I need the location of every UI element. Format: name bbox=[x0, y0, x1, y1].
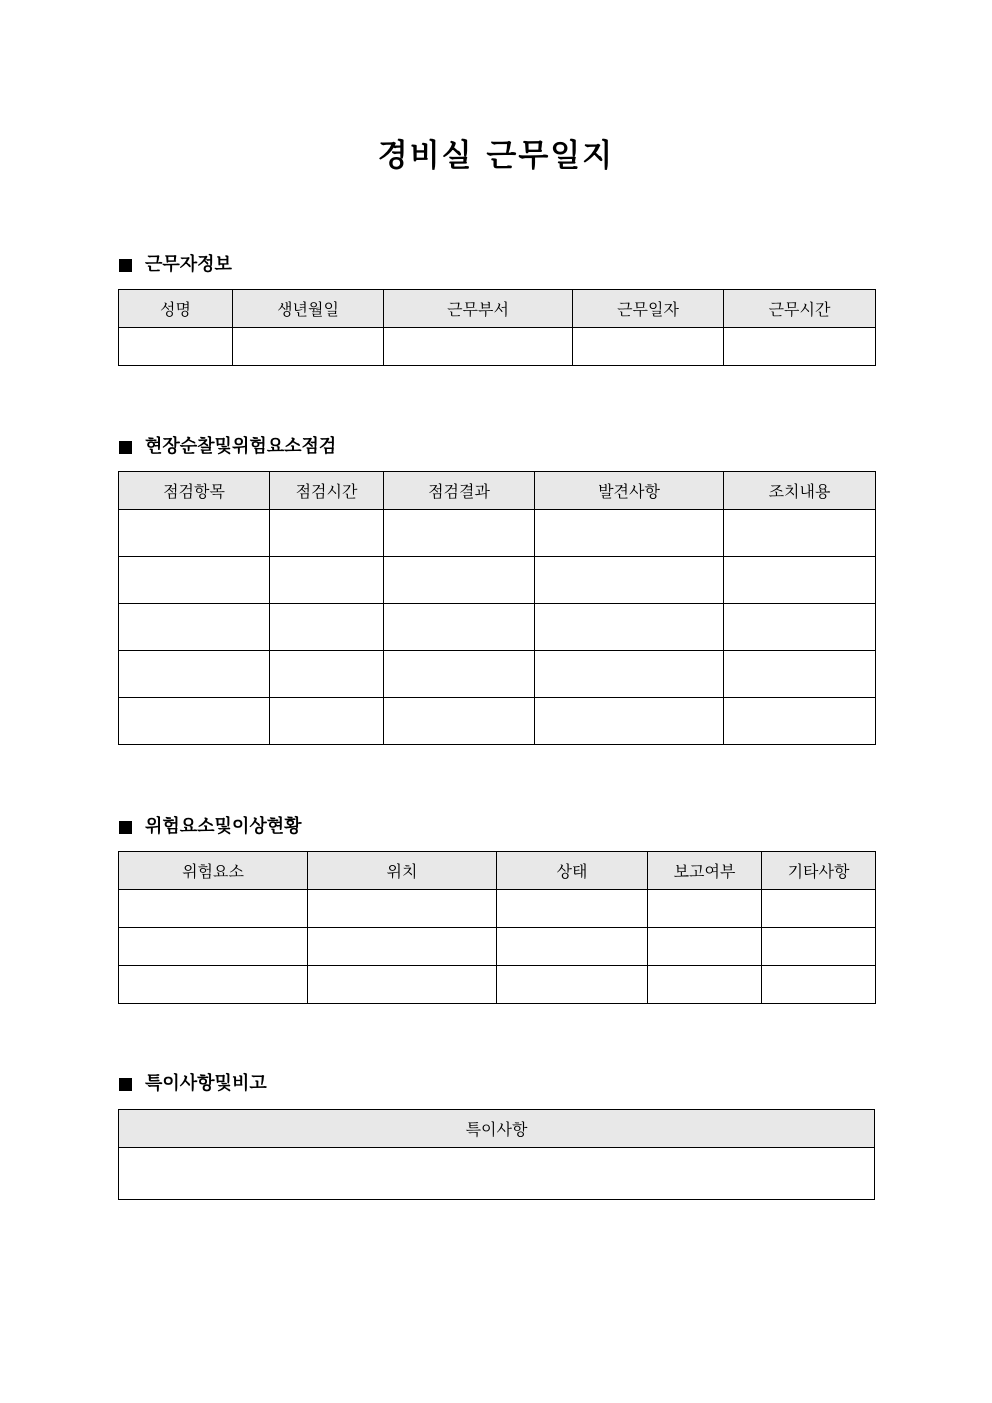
table-cell[interactable] bbox=[648, 890, 762, 928]
table-row bbox=[119, 698, 876, 745]
column-header-findings: 발견사항 bbox=[535, 472, 724, 510]
table-cell[interactable] bbox=[270, 557, 384, 604]
table-cell[interactable] bbox=[384, 698, 535, 745]
table-cell[interactable] bbox=[535, 651, 724, 698]
patrol-inspection-table bbox=[118, 471, 876, 745]
table-cell[interactable] bbox=[384, 604, 535, 651]
column-header-inspection-time: 점검시간 bbox=[270, 472, 384, 510]
table-cell[interactable] bbox=[119, 510, 270, 557]
table-cell[interactable] bbox=[762, 928, 876, 966]
table-cell[interactable] bbox=[724, 328, 876, 366]
table-cell[interactable] bbox=[119, 557, 270, 604]
table-cell[interactable] bbox=[308, 928, 497, 966]
section-heading-patrol-inspection bbox=[119, 435, 336, 459]
table-cell[interactable] bbox=[762, 966, 876, 1004]
table-row bbox=[119, 510, 876, 557]
table-row bbox=[119, 328, 876, 366]
document-title: 경비실 근무일지 bbox=[377, 138, 615, 174]
square-bullet-icon bbox=[119, 1078, 132, 1091]
table-row bbox=[119, 890, 876, 928]
table-cell[interactable] bbox=[724, 698, 876, 745]
table-cell[interactable] bbox=[762, 890, 876, 928]
table-cell[interactable] bbox=[119, 1148, 875, 1200]
table-cell[interactable] bbox=[384, 557, 535, 604]
section-heading-label: 위험요소및이상현황 bbox=[145, 816, 302, 837]
column-header-work-hours: 근무시간 bbox=[724, 290, 876, 328]
square-bullet-icon bbox=[119, 259, 132, 272]
remarks-table bbox=[118, 1109, 875, 1200]
table-header-row bbox=[119, 290, 876, 328]
table-cell[interactable] bbox=[119, 604, 270, 651]
table-cell[interactable] bbox=[308, 890, 497, 928]
table-row bbox=[119, 651, 876, 698]
table-cell[interactable] bbox=[119, 966, 308, 1004]
table-cell[interactable] bbox=[233, 328, 384, 366]
table-row bbox=[119, 928, 876, 966]
table-cell[interactable] bbox=[384, 328, 573, 366]
table-cell[interactable] bbox=[119, 651, 270, 698]
column-header-birthdate: 생년월일 bbox=[233, 290, 384, 328]
column-header-location: 위치 bbox=[308, 852, 497, 890]
table-cell[interactable] bbox=[724, 557, 876, 604]
column-header-name: 성명 bbox=[119, 290, 233, 328]
table-cell[interactable] bbox=[119, 928, 308, 966]
table-cell[interactable] bbox=[648, 928, 762, 966]
table-cell[interactable] bbox=[270, 651, 384, 698]
column-header-special-notes: 특이사항 bbox=[119, 1110, 875, 1148]
table-cell[interactable] bbox=[497, 890, 648, 928]
table-cell[interactable] bbox=[119, 328, 233, 366]
table-row bbox=[119, 557, 876, 604]
table-cell[interactable] bbox=[648, 966, 762, 1004]
column-header-work-date: 근무일자 bbox=[573, 290, 724, 328]
hazard-status-table bbox=[118, 851, 876, 1004]
section-heading-hazard-status bbox=[119, 815, 302, 839]
column-header-inspection-result: 점검결과 bbox=[384, 472, 535, 510]
column-header-status: 상태 bbox=[497, 852, 648, 890]
section-heading-label: 특이사항및비고 bbox=[145, 1073, 267, 1094]
table-cell[interactable] bbox=[535, 557, 724, 604]
square-bullet-icon bbox=[119, 821, 132, 834]
table-header-row bbox=[119, 852, 876, 890]
table-cell[interactable] bbox=[119, 890, 308, 928]
table-cell[interactable] bbox=[535, 510, 724, 557]
section-heading-remarks bbox=[119, 1072, 267, 1096]
column-header-inspection-item: 점검항목 bbox=[119, 472, 270, 510]
table-cell[interactable] bbox=[270, 604, 384, 651]
table-cell[interactable] bbox=[535, 604, 724, 651]
table-cell[interactable] bbox=[270, 698, 384, 745]
column-header-reported: 보고여부 bbox=[648, 852, 762, 890]
table-header-row bbox=[119, 1110, 875, 1148]
section-heading-label: 근무자정보 bbox=[145, 254, 232, 275]
table-cell[interactable] bbox=[724, 604, 876, 651]
column-header-other-notes: 기타사항 bbox=[762, 852, 876, 890]
table-cell[interactable] bbox=[535, 698, 724, 745]
worker-info-table bbox=[118, 289, 876, 366]
table-cell[interactable] bbox=[724, 510, 876, 557]
table-row bbox=[119, 1148, 875, 1200]
column-header-hazard: 위험요소 bbox=[119, 852, 308, 890]
section-heading-worker-info bbox=[119, 253, 232, 277]
table-row bbox=[119, 604, 876, 651]
table-cell[interactable] bbox=[308, 966, 497, 1004]
column-header-department: 근무부서 bbox=[384, 290, 573, 328]
square-bullet-icon bbox=[119, 441, 132, 454]
column-header-actions-taken: 조치내용 bbox=[724, 472, 876, 510]
table-header-row bbox=[119, 472, 876, 510]
table-cell[interactable] bbox=[497, 966, 648, 1004]
table-cell[interactable] bbox=[270, 510, 384, 557]
section-heading-label: 현장순찰및위험요소점검 bbox=[145, 436, 337, 457]
table-cell[interactable] bbox=[384, 510, 535, 557]
table-cell[interactable] bbox=[573, 328, 724, 366]
table-cell[interactable] bbox=[384, 651, 535, 698]
table-cell[interactable] bbox=[497, 928, 648, 966]
table-cell[interactable] bbox=[119, 698, 270, 745]
table-row bbox=[119, 966, 876, 1004]
table-cell[interactable] bbox=[724, 651, 876, 698]
